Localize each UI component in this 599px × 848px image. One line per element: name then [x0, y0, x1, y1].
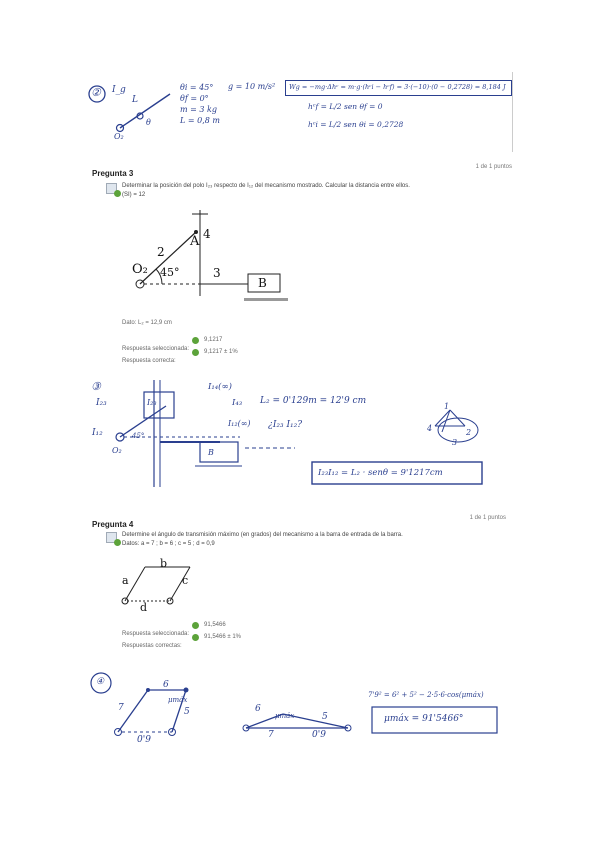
side-d-label: d	[140, 601, 148, 614]
question-3-header	[92, 163, 512, 181]
question-4-text: Determine el ángulo de transmisión máximo (en grados) del mecanismo a la barra de entrada de la barra.	[122, 532, 403, 538]
correct-answer-label: Respuesta correcta:	[122, 358, 176, 364]
i43-label: I₄₃	[232, 398, 243, 408]
hf-equation: hᶜf = L/2 sen θf = 0	[308, 102, 383, 111]
i12-label: I₁₂	[92, 428, 103, 438]
hi-equation: hᶜi = L/2 sen θi = 0,2728	[308, 120, 404, 129]
side-a-label: a	[122, 574, 129, 587]
question-4-points: 1 de 1 puntos	[469, 515, 506, 521]
result-distance: I₂₃I₁₂ = L₂ · senθ = 9'1217cm	[318, 468, 443, 478]
work-equation: Wg = −mg·Δhᶜ = m·g·(hᶜi − hᶜf) = 3·(−10)·(0 − 0,2728) = 8,184 J	[289, 83, 506, 91]
instant-centers-sketch	[80, 372, 510, 492]
tri-right-label: 5	[322, 712, 328, 722]
step-number: ②	[91, 86, 101, 99]
quad-left-label: 7	[118, 703, 124, 713]
theta-label: θ	[146, 118, 151, 127]
angle-label: 45°	[132, 432, 145, 440]
selected-answer-label: Respuesta seleccionada:	[122, 346, 190, 352]
correct-answer-value: 91,5466 ± 1%	[204, 634, 241, 640]
a-label: A	[190, 234, 200, 249]
tri-bottom-label: 7	[268, 730, 274, 740]
ig-label: I_g	[112, 85, 126, 95]
node-2: 2	[466, 428, 472, 437]
quad-right-label: 5	[184, 707, 190, 717]
tri-angle-label: μmáx	[275, 712, 295, 720]
question-3-points: 1 de 1 puntos	[475, 164, 512, 170]
correct-answer-label: Respuestas correctas:	[122, 643, 182, 649]
law-of-cosines: 7'9² = 6² + 5² − 2·5·6·cos(μmáx)	[368, 691, 484, 699]
link-3-label: 3	[213, 266, 221, 280]
params-list	[180, 82, 220, 126]
o2-label: O₂	[132, 262, 148, 277]
mechanism-diagram	[120, 196, 300, 311]
slider-b-label: B	[208, 448, 214, 457]
side-b-label: b	[160, 557, 168, 570]
step-number: ③	[91, 380, 101, 393]
correct-answer-row	[122, 634, 382, 652]
work-equation-box	[285, 80, 512, 96]
l-label: L	[132, 95, 138, 105]
quad-angle-label: μmáx	[168, 696, 188, 704]
link-2-label: 2	[157, 245, 165, 259]
selected-answer-value: 9,1217	[204, 337, 223, 343]
question-4-header	[92, 514, 512, 532]
i14-label: I₁₄(∞)	[208, 382, 232, 392]
max-angle-result: μmáx = 91'5466°	[384, 714, 464, 724]
correct-check-icon	[114, 539, 121, 546]
check-icon	[192, 337, 199, 344]
tri-left-label: 6	[255, 704, 261, 714]
slider-b-label: B	[258, 276, 267, 290]
question-3-text2: (SI) = 12	[122, 192, 146, 198]
side-c-label: c	[182, 574, 189, 587]
step-number: ④	[96, 677, 105, 687]
question-3-text: Determinar la posición del polo I₂₃ respecto de I₁₂ del mecanismo mostrado. Calcular la distancia entre ellos.	[122, 183, 410, 189]
question-i23-i12: ¿I₂₃ I₁₂?	[268, 420, 303, 430]
quad-bottom-label: 0'9	[137, 735, 151, 745]
i12-inf-label: I₁₂(∞)	[228, 419, 251, 428]
i23-label: I₂₃	[96, 398, 107, 408]
gravity: g = 10 m/s²	[228, 82, 276, 91]
check-icon	[192, 634, 199, 641]
selected-answer-label: Respuesta seleccionada:	[122, 631, 190, 637]
question-4-title: Pregunta 4	[92, 520, 134, 529]
angle-label: 45°	[160, 266, 180, 279]
hw-block-1	[80, 72, 515, 150]
check-icon	[192, 349, 199, 356]
node-3: 3	[452, 438, 458, 447]
question-3-title: Pregunta 3	[92, 169, 134, 178]
node-1: 1	[444, 402, 450, 411]
scan-edge	[512, 72, 513, 152]
param-mass: m = 3 kg	[180, 105, 217, 114]
question-3-data: Dato: L₂ = 12,9 cm	[122, 320, 172, 326]
node-4: 4	[427, 424, 433, 433]
correct-answer-value: 9,1217 ± 1%	[204, 349, 238, 355]
param-theta-f: θf = 0°	[180, 94, 209, 103]
param-theta-i: θi = 45°	[180, 83, 214, 92]
o2-label: O₂	[112, 446, 122, 455]
tri-bottom2-label: 0'9	[312, 730, 326, 740]
i23-box-label: I₂₃	[147, 398, 157, 407]
selected-answer-value: 91,5466	[204, 622, 226, 628]
o2-label: O₂	[114, 132, 124, 141]
check-icon	[192, 622, 199, 629]
correct-answer-row	[122, 349, 382, 367]
link-4-label: 4	[203, 227, 211, 241]
param-length: L = 0,8 m	[180, 116, 220, 125]
l2-value: L₂ = 0'129m = 12'9 cm	[260, 396, 367, 406]
quad-top-label: 6	[163, 680, 169, 690]
question-4-data: Datos: a = 7 ; b = 6 ; c = 5 ; d = 0,9	[122, 541, 215, 547]
